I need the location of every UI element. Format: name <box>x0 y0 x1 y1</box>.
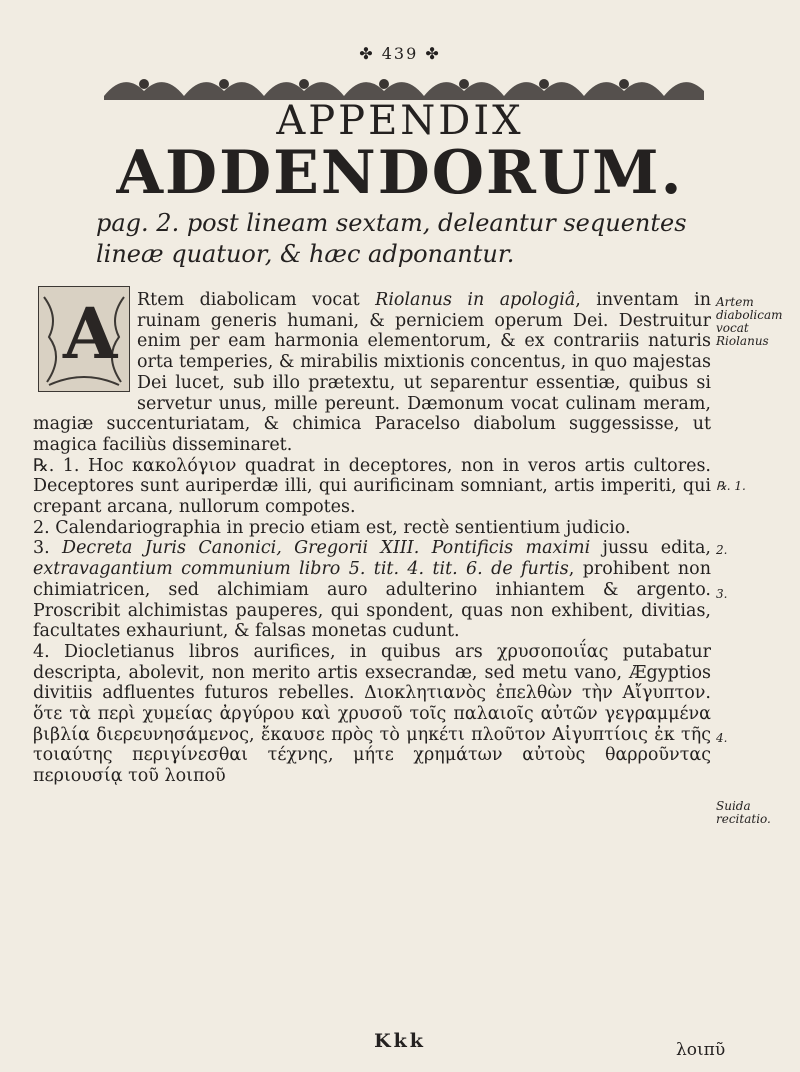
catchword: λοιπῦ <box>676 1040 726 1060</box>
paragraph: 4. Diocletianus libros aurifices, in quibus ars χρυσοποιΐας putabatur descripta, abolevit, non merito artis exsecrandæ, sed metu vano, Ægyptios divitiis adfluentes futuros rebelles. Διοκλητιανὸς ἐπελθὼν τὴν Αἴγυπτον. ὅτε τὰ περὶ χυμείας ἀργύρου καὶ χρυσοῦ τοῖς παλαιοῖς αὐτῶν γεγραμμένα βιβλία διερευνησάμενος, ἔκαυσε πρὸς τὸ μηκέτι πλοῦτον Αἰγυπτίοις ἐκ τῆς τοιαύτης περιγίνεσθαι τέχνης, μήτε χρημάτων αὐτοὺς θαρροῦντας περιουσίᾳ τοῦ λοιποῦ <box>33 641 711 787</box>
marginal-note: 4. <box>716 731 728 745</box>
section-heading: pag. 2. post lineam sextam, deleantur sequentes lineæ quatuor, & hæc adponantur. <box>96 209 687 268</box>
page-number: ✤ 439 ✤ <box>359 44 441 63</box>
marginal-note: 3. <box>716 587 728 601</box>
marginal-note: 2. <box>716 543 728 557</box>
marginal-note: Artem diabolicam vocat Riolanus <box>716 295 783 348</box>
main-text <box>33 290 711 787</box>
paragraph: 3. Decreta Juris Canonici, Gregorii XIII. Pontificis maximi jussu edita, extravagantium communium libro 5. tit. 4. tit. 6. de furtis, prohibent non chimiatricen, sed alchimiam auro adulterino inhiantem & argento. Proscribit alchimistas pauperes, qui spondent, quas non exhibent, divitias, facultates exhauriunt, & falsas monetas cudunt. <box>33 538 711 642</box>
title-appendix: APPENDIX <box>276 98 524 144</box>
signature-mark: Kkk <box>374 1030 426 1052</box>
paragraph: 2. Calendariographia in precio etiam est, rectè sentientium judicio. <box>33 517 631 538</box>
initial-letter: A <box>63 292 118 375</box>
marginal-note: Suida recitatio. <box>716 799 771 826</box>
title-addendorum: ADDENDORUM. <box>116 138 684 208</box>
marginal-note: ℞. 1. <box>716 479 746 493</box>
paragraph: ℞. 1. Hoc κακολόγιον quadrat in deceptores, non in veros artis cultores. Deceptores sunt auriperdæ illi, qui aurificinam somniant, artis imperiti, qui crepant arcana, nullorum compotes. <box>33 455 711 518</box>
paragraph: Rtem diabolicam vocat Riolanus in apologiâ, inventam in ruinam generis humani, & perniciem operum Dei. Destruitur enim per eam harmonia elementorum, & ex contrariis naturis orta temperies, & mirabilis mixtionis concentus, in quo majestas Dei lucet, sub illo prætextu, ut separentur essentiæ, quibus si servetur unus, mille pereunt. Dæmonum vocat culinam meram, magiæ succenturiatam, & chimica Paracelso diabolum suggessisse, ut magica faciliùs disseminaret. <box>33 290 711 455</box>
